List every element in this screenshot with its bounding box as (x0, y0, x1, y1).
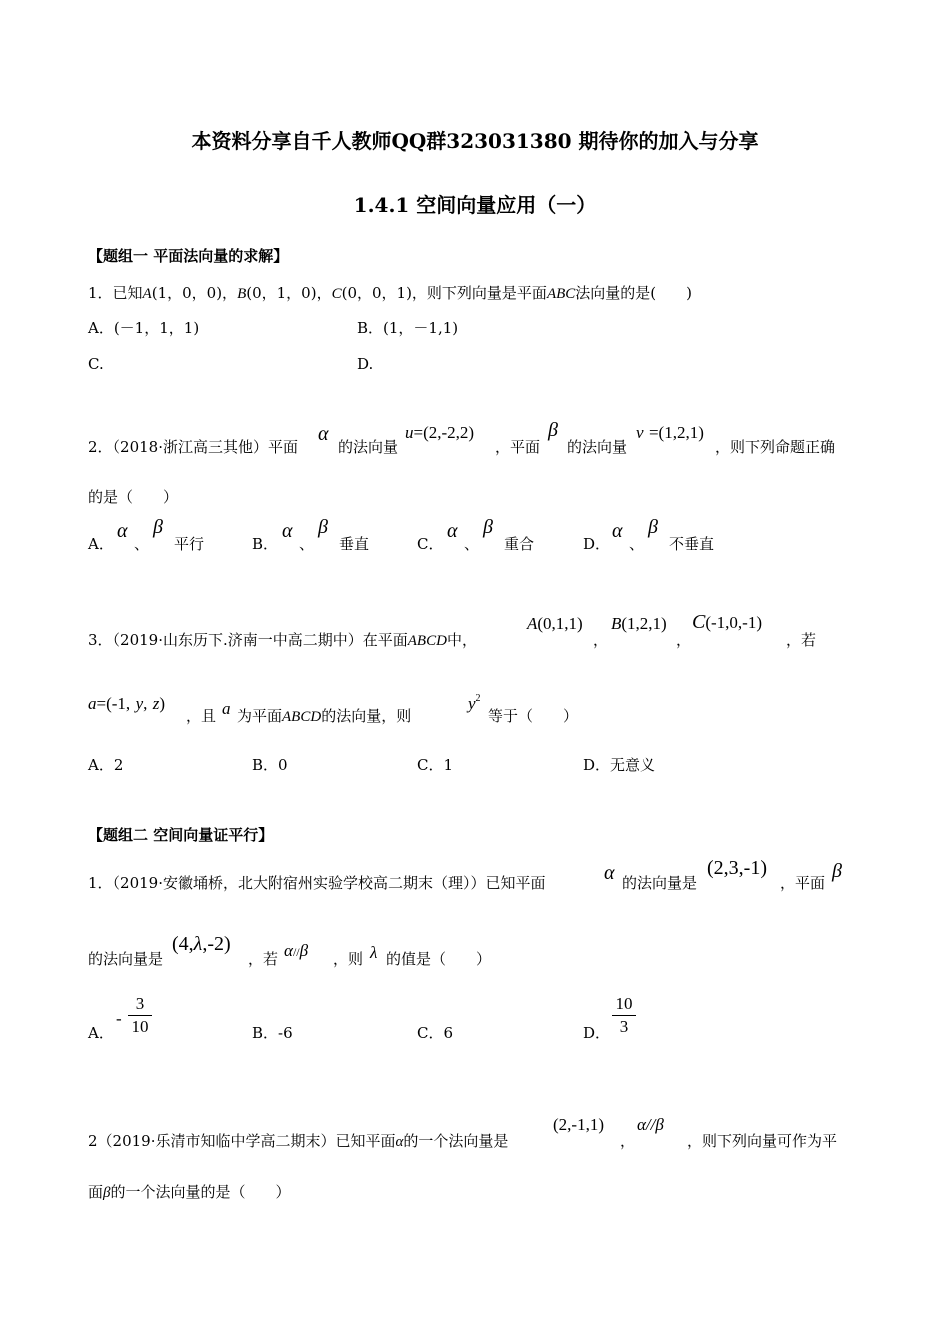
beta-symbol: β (548, 419, 558, 441)
g2-q1-option-a: A． (88, 1024, 114, 1042)
separator: ， (620, 1132, 636, 1150)
g1-q1-option-c: C. (88, 355, 104, 373)
g2-q2-text: ，则下列向量可作为平 (687, 1132, 838, 1150)
g2-q1-option-c: C．6 (417, 1024, 454, 1042)
y-squared: $y^2$ (468, 693, 481, 713)
vector-a: a=(‑1, y, z) (88, 694, 166, 713)
parallel-relation: α//β (284, 941, 309, 960)
g2-q1-option-d: D． (583, 1024, 611, 1042)
g1-q2-option-a-text: 平行 (174, 535, 205, 553)
g1-q1-option-a: A．(－1，1，1) (88, 319, 200, 337)
g2-q2-stem-start: 2．（2018·浙江高三其他）平面 (88, 438, 298, 456)
g1-q2-option-d-text: 不垂直 (669, 535, 715, 553)
g1-q3-option-c: C．1 (417, 756, 454, 774)
alpha-symbol: α (117, 520, 128, 542)
separator: 、 (134, 535, 150, 553)
fraction-d: 10 3 (612, 994, 636, 1037)
g2-q2-line2: 面β的一个法向量的是（ ） (88, 1183, 291, 1201)
g1-q2-text: 的是（ ） (88, 488, 179, 506)
beta-symbol: β (318, 516, 328, 538)
separator: ， (676, 631, 692, 649)
beta-symbol: β (153, 516, 163, 538)
minus-sign: ‑ (116, 1009, 122, 1028)
g1-q2-text: 的法向量 (567, 438, 628, 456)
alpha-symbol: α (282, 520, 293, 542)
g1-q2-option-a: A． (88, 535, 114, 553)
point-c: C(‑1,0,‑1) (692, 611, 762, 633)
separator: 、 (629, 535, 645, 553)
g2-q1-text: 的法向量是 (622, 874, 698, 892)
g2-q1-stem: 1．（2019·安徽埇桥，北大附宿州实验学校高二期末（理））已知平面 (88, 874, 546, 892)
point-a: A(0,1,1) (527, 614, 583, 633)
group1-heading: 【题组一 平面法向量的求解】 (88, 247, 289, 265)
g1-q2-vector-v: v =(1,2,1) (636, 423, 704, 442)
g2-q1-text: ，平面 (780, 874, 826, 892)
g1-q3-text: 等于（ ） (488, 707, 579, 725)
g2-q2-stem: 2（2019·乐清市知临中学高二期末）已知平面α的一个法向量是 (88, 1132, 509, 1150)
alpha-symbol: α (612, 520, 623, 542)
g1-q2-text: ，则下列命题正确 (715, 438, 836, 456)
g2-q1-option-b: B．-6 (252, 1024, 293, 1042)
g1-q2-option-c-text: 重合 (504, 535, 535, 553)
g1-q2-text: ，平面 (495, 438, 541, 456)
alpha-symbol: α (604, 862, 615, 884)
g1-q3-text: ，且 (186, 707, 217, 725)
alpha-symbol: α (447, 520, 458, 542)
point-b: B(1,2,1) (611, 614, 667, 633)
page-title: 1.4.1 空间向量应用（一） (353, 193, 597, 217)
g1-q3-stem: 3．（2019·山东历下.济南一中高二期中）在平面ABCD中， (88, 631, 477, 649)
g1-q2-option-b: B． (252, 535, 279, 553)
g2-q1-vector-alpha: (2,3,‑1) (707, 857, 767, 879)
g1-q3-option-b: B．0 (252, 756, 288, 774)
g1-q3-option-d: D．无意义 (583, 756, 656, 774)
g2-q1-text: 的法向量是 (88, 950, 164, 968)
separator: 、 (299, 535, 315, 553)
group2-heading: 【题组二 空间向量证平行】 (88, 826, 274, 844)
g1-q2-option-b-text: 垂直 (339, 535, 370, 553)
g1-q3-option-a: A．2 (88, 756, 124, 774)
g2-q1-text: ，则 (333, 950, 364, 968)
g1-q1-option-b: B．(1，－1,1) (357, 319, 459, 337)
g2-q2-vector: (2,‑1,1) (553, 1115, 604, 1134)
fraction-a: 3 10 (128, 994, 152, 1037)
separator: 、 (464, 535, 480, 553)
separator: ， (593, 631, 609, 649)
g1-q1-option-d: D. (357, 355, 374, 373)
beta-symbol: β (483, 516, 493, 538)
g1-q2-option-d: D． (583, 535, 611, 553)
beta-symbol: β (832, 860, 842, 882)
g2-q1-text: 的值是（ ） (386, 950, 492, 968)
beta-symbol: β (648, 516, 658, 538)
g1-q1-stem: 1．已知A(1，0，0)，B(0，1，0)，C(0，0，1)，则下列向量是平面ABC法向量的是( ) (88, 284, 692, 302)
g1-q2-option-c: C． (417, 535, 444, 553)
g2-q1-vector-beta: (4,λ,‑2) (172, 933, 231, 955)
g1-q3-text: 为平面ABCD的法向量，则 (237, 707, 412, 725)
parallel-relation: α//β (637, 1115, 664, 1134)
g1-q2-vector-u: u=(2,‑2,2) (405, 423, 475, 442)
lambda-symbol: λ (370, 943, 378, 962)
banner-text: 本资料分享自千人教师QQ群323031380 期待你的加入与分享 (191, 129, 759, 153)
alpha-symbol: α (318, 423, 329, 445)
g1-q3-text: ，若 (786, 631, 817, 649)
g2-q1-text: ，若 (248, 950, 279, 968)
g1-q2-text: 的法向量 (338, 438, 399, 456)
vector-a-symbol: a (222, 699, 231, 718)
